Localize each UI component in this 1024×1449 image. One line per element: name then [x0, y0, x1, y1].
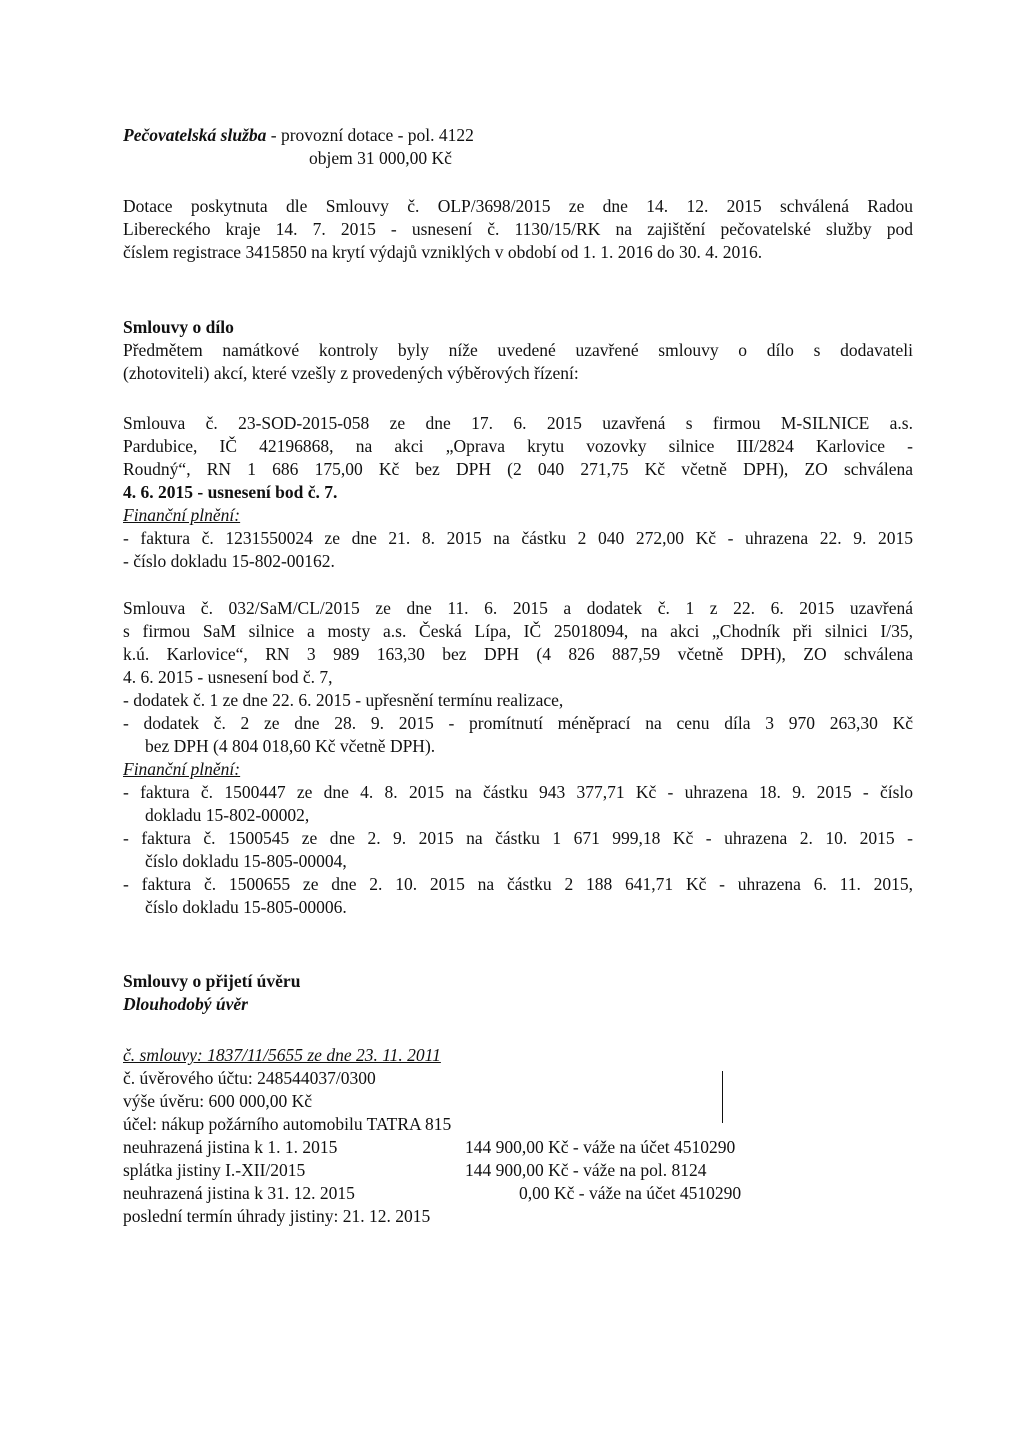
text-line: účel: nákup požárního automobilu TATRA 815: [123, 1114, 452, 1134]
text-line: (zhotoviteli) akcí, které vzešly z provedených výběrových řízení:: [123, 363, 579, 383]
text-line: Roudný“, RN 1 686 175,00 Kč bez DPH (2 040 271,75 Kč včetně DPH), ZO schválena: [123, 459, 913, 479]
text-line: výše úvěru: 600 000,00 Kč: [123, 1091, 313, 1111]
text-line: - faktura č. 1231550024 ze dne 21. 8. 2015 na částku 2 040 272,00 Kč - uhrazena 22. 9. 2015: [123, 528, 913, 548]
text-line: - dodatek č. 2 ze dne 28. 9. 2015 - promítnutí méněprací na cenu díla 3 970 263,30 Kč: [123, 713, 913, 733]
uver-row-value: 144 900,00 Kč - váže na účet 4510290: [465, 1137, 736, 1157]
text-line: 4. 6. 2015 - usnesení bod č. 7,: [123, 667, 333, 687]
uver-row: [123, 1159, 913, 1182]
text-line: - faktura č. 1500545 ze dne 2. 9. 2015 na částku 1 671 999,18 Kč - uhrazena 2. 10. 2015 -: [123, 828, 913, 848]
pecovatelska-title-rest: - provozní dotace - pol. 4122: [266, 125, 474, 145]
financni-plneni-label: Finanční plnění:: [123, 505, 241, 525]
pecovatelska-title-line: [123, 124, 913, 147]
text-line: - dodatek č. 1 ze dne 22. 6. 2015 - upřesnění termínu realizace,: [123, 690, 564, 710]
text-line: poslední termín úhrady jistiny: 21. 12. 2015: [123, 1206, 431, 1226]
uver-details: [123, 1044, 913, 1228]
uver-heading: Smlouvy o přijetí úvěru: [123, 971, 301, 991]
contract-1-approval: 4. 6. 2015 - usnesení bod č. 7.: [123, 482, 338, 502]
smlouvy-dilo-heading: Smlouvy o dílo: [123, 317, 234, 337]
pecovatelska-text: [123, 195, 913, 264]
text-line: Smlouva č. 23-SOD-2015-058 ze dne 17. 6. 2015 uzavřená s firmou M-SILNICE a.s.: [123, 413, 913, 433]
text-line: dokladu 15-802-00002,: [145, 805, 310, 825]
text-line: Předmětem namátkové kontroly byly níže uvedené uzavřené smlouvy o dílo s dodavateli: [123, 340, 913, 360]
text-line: číslo dokladu 15-805-00006.: [145, 897, 347, 917]
text-line: číslem registrace 3415850 na krytí výdajů vzniklých v období od 1. 1. 2016 do 30. 4. 2016.: [123, 242, 763, 262]
text-line: s firmou SaM silnice a mosty a.s. Česká Lípa, IČ 25018094, na akci „Chodník při silnici I/35,: [123, 621, 913, 641]
text-line: - číslo dokladu 15-802-00162.: [123, 551, 335, 571]
text-line: - faktura č. 1500655 ze dne 2. 10. 2015 na částku 2 188 641,71 Kč - uhrazena 6. 11. 2015,: [123, 874, 913, 894]
uver-row: [123, 1136, 913, 1159]
smlouvy-dilo-section: [123, 316, 913, 385]
pecovatelska-objem: objem 31 000,00 Kč: [309, 148, 452, 168]
text-line: číslo dokladu 15-805-00004,: [145, 851, 347, 871]
text-line: Libereckého kraje 14. 7. 2015 - usnesení č. 1130/15/RK na zajištění pečovatelské služby pod: [123, 219, 913, 239]
uver-row-value: 0,00 Kč - váže na účet 4510290: [519, 1183, 742, 1203]
financni-plneni-label: Finanční plnění:: [123, 759, 241, 779]
smlouva-number: č. smlouvy: 1837/11/5655 ze dne 23. 11. 2011: [123, 1045, 441, 1065]
uver-row-label: neuhrazená jistina k 31. 12. 2015: [123, 1183, 355, 1203]
uver-subheading: Dlouhodobý úvěr: [123, 994, 248, 1014]
uver-section: [123, 970, 913, 1016]
pecovatelska-title: Pečovatelská služba: [123, 125, 267, 145]
text-line: č. úvěrového účtu: 248544037/0300: [123, 1068, 376, 1088]
text-line: bez DPH (4 804 018,60 Kč včetně DPH).: [145, 736, 436, 756]
text-line: Dotace poskytnuta dle Smlouvy č. OLP/3698/2015 ze dne 14. 12. 2015 schválená Radou: [123, 196, 913, 216]
text-line: Pardubice, IČ 42196868, na akci „Oprava krytu vozovky silnice III/2824 Karlovice -: [123, 436, 913, 456]
uver-row: [123, 1182, 913, 1205]
text-line: - faktura č. 1500447 ze dne 4. 8. 2015 na částku 943 377,71 Kč - uhrazena 18. 9. 2015 - číslo: [123, 782, 913, 802]
uver-row-label: splátka jistiny I.-XII/2015: [123, 1160, 306, 1180]
text-line: Smlouva č. 032/SaM/CL/2015 ze dne 11. 6. 2015 a dodatek č. 1 z 22. 6. 2015 uzavřená: [123, 598, 913, 618]
uver-row-label: neuhrazená jistina k 1. 1. 2015: [123, 1137, 338, 1157]
contract-1: [123, 412, 913, 573]
contract-2: [123, 597, 913, 919]
text-line: k.ú. Karlovice“, RN 3 989 163,30 bez DPH (4 826 887,59 včetně DPH), ZO schválena: [123, 644, 913, 664]
pecovatelska-section: [123, 124, 913, 170]
uver-row-value: 144 900,00 Kč - váže na pol. 8124: [465, 1160, 707, 1180]
margin-bar: [722, 1071, 723, 1123]
